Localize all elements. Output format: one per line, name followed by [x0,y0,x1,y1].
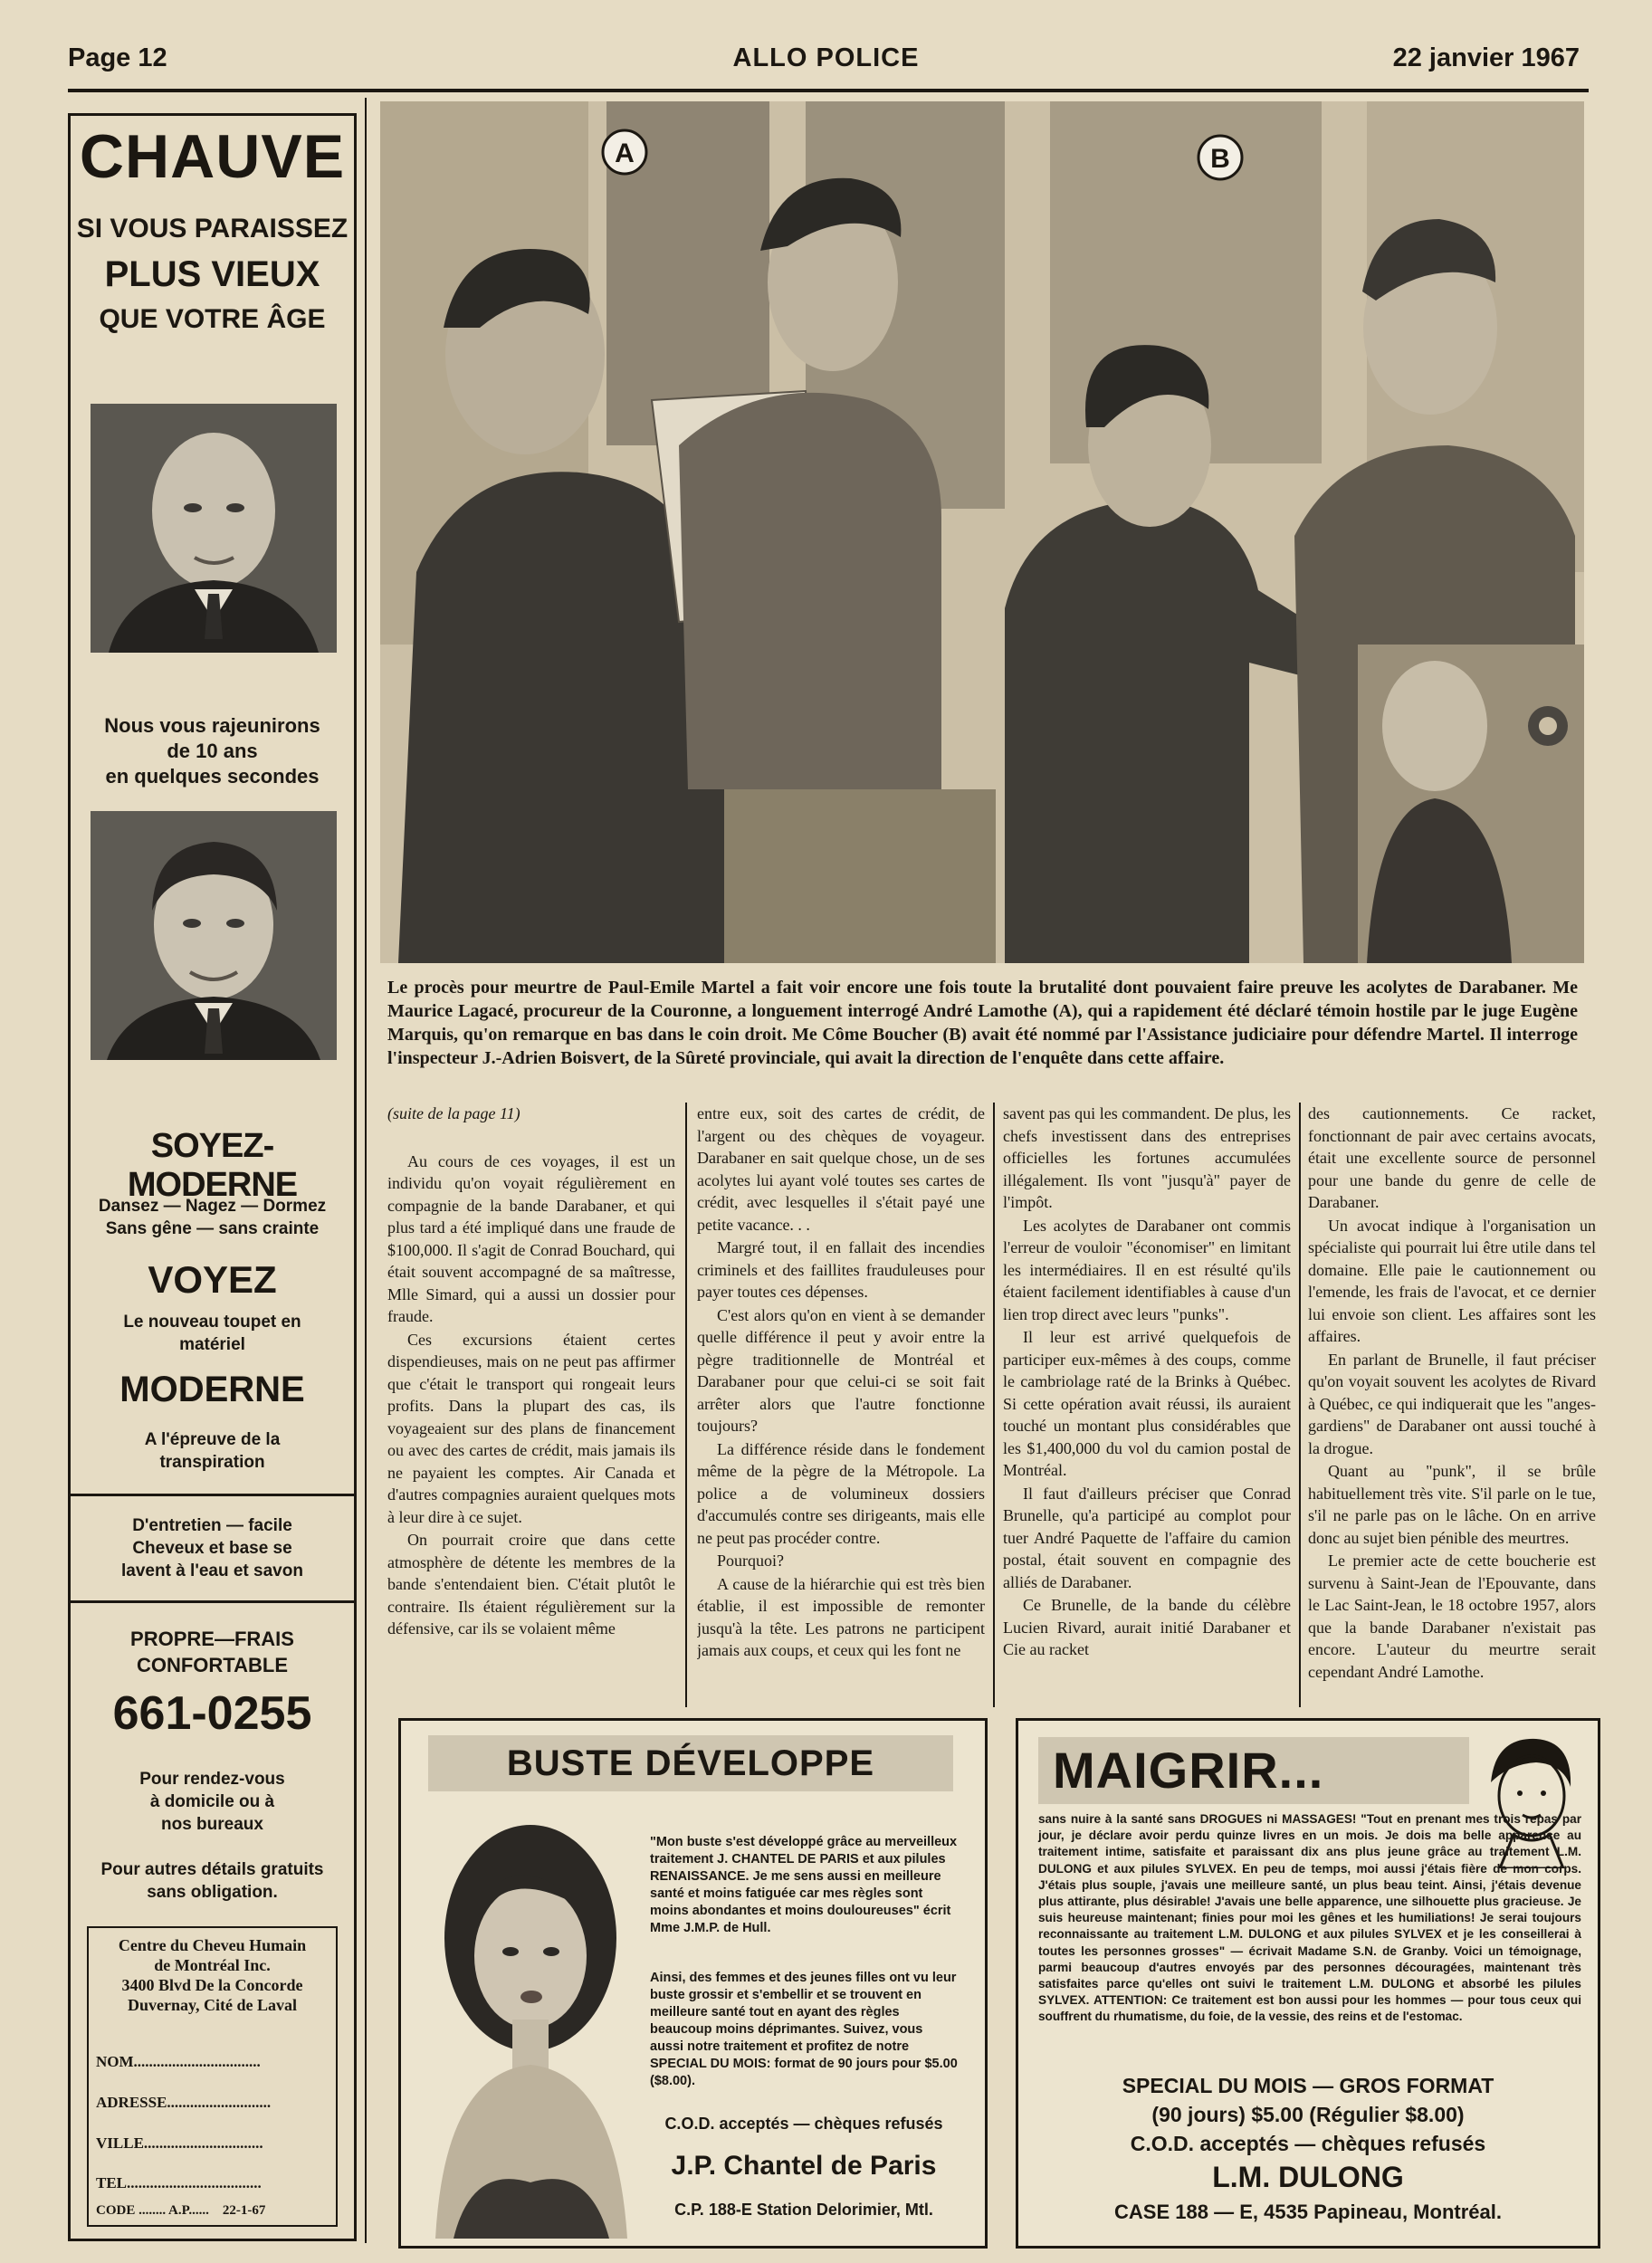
entretien-line-1: D'entretien — facile [132,1516,292,1535]
label-b: B [1210,144,1230,174]
column-rule-main [365,98,367,2243]
form-label-adresse: ADRESSE [96,2094,167,2111]
col2-para-1: entre eux, soit des cartes de crédit, de l'argent ou des chèques de voyageur. Darabaner en sait quelque chose, un de ses acolytes lui ayant volé toutes ses cartes de crédit, avec lesquelles il s'était payé une petite vacance. . . [697,1104,985,1234]
propre-line-2: CONFORTABLE [136,1654,289,1676]
maigrir-title: MAIGRIR... [1038,1737,1469,1804]
rejuvenate-line-1: Nous vous rajeunirons [104,714,320,737]
col2-para-5: Pourquoi? [717,1552,784,1570]
col2-para-2: Margré tout, il en fallait des incendies criminels et des faillites frauduleuses pour payer toutes ces dépenses. [697,1238,985,1301]
form-org-line-3: 3400 Blvd De la Concorde [121,1976,303,1994]
ad-line-1: SI VOUS PARAISSEZ [76,214,349,243]
article-column-4 [1308,1103,1596,1709]
ad-headline: CHAUVE [79,122,346,191]
form-org-line-4: Duvernay, Cité de Laval [128,1996,297,2014]
col1-para-1: Au cours de ces voyages, il est un individu qu'on voyait régulièrement en compagnie de la bande Darabaner, et qui plus tard a été impliqué dans une fraude de $100,000. Il s'agit de Conrad Bouchard, qui était souvent accompagné de sa maîtresse, Mlle Simard, qui a aussi un dossier pour fraude. [387,1151,675,1325]
maigrir-price: (90 jours) $5.00 (Régulier $8.00) [1151,2103,1465,2126]
ad-divider-1 [71,1494,354,1496]
col2-para-3: C'est alors qu'on en vient à se demander quelle différence il peut y avoir entre la pègre traditionnelle de Montréal et Darabaner pour que celui-ci se soit fait arrêter alors que l'autre fonctionne toujours? [697,1305,985,1435]
issue-date: 22 janvier 1967 [1392,43,1580,72]
epreuve-line-1: A l'épreuve de la [144,1430,281,1449]
col4-para-2: Un avocat indique à l'organisation un spécialiste qui pourrait lui être utile dans tel domaine. Elle paie le cautionnement ou l'emende, les frais de l'avocat, et ce dernier lui envoie son client. Les affaires sont les affaires. [1308,1216,1596,1345]
details-line-1: Pour autres détails gratuits [100,1860,324,1879]
entretien-line-3: lavent à l'eau et savon [121,1561,303,1580]
col3-para-2: Les acolytes de Darabaner ont commis l'erreur de vouloir "économiser" en limitant les intermédiaires. Il en est résulté qu'ils étaient facilement identifiables à cause d'un lien trop direct avec leurs "punks". [1003,1216,1291,1323]
buste-brand: J.P. Chantel de Paris [671,2151,937,2181]
form-field-tel[interactable]: TEL................................... [96,2174,262,2191]
illustration-caption: Le procès pour meurtre de Paul-Emile Martel a fait voir encore une fois toute la brutalité dont pouvaient faire preuve les acolytes de Darabaner. Me Maurice Lagacé, procureur de la Couronne, a longuement interrogé André Lamothe (A), qui a rapidement été déclaré témoin hostile par le juge Eugène Marquis, qu'on remarque en bas dans le coin droit. Me Côme Boucher (B) avait été nommé par l'Assistance judiciaire pour défendre Martel. Il interroge l'inspecteur J.-Adrien Boisvert, de la Sûreté provinciale, qui avait la direction de l'enquête dans cette affaire. [387,978,1578,1068]
moderne-text: MODERNE [119,1370,305,1409]
maigrir-special: SPECIAL DU MOIS — GROS FORMAT [1122,2074,1494,2097]
buste-ad [398,1718,988,2249]
photo-bald-man [91,404,337,653]
form-label-code: CODE [96,2203,136,2218]
buste-body: Ainsi, des femmes et des jeunes filles ont vu leur buste grossir et s'embellir et se trouvent en meilleure santé tout en ayant des règles beaucoup moins déprimantes. Suivez, vous aussi notre traitement et profitez de notre SPECIAL DU MOIS: format de 90 jours pour $5.00 ($8.00). [650,1971,958,2088]
masthead: ALLO POLICE [732,43,920,72]
toupet-line-1: Le nouveau toupet en [123,1313,301,1332]
buste-address: C.P. 188-E Station Delorimier, Mtl. [674,2201,933,2219]
ad-line-2: PLUS VIEUX [104,254,320,294]
col4-para-1: des cautionnements. Ce racket, fonctionnant de pair avec certains avocats, était une excellente source de personnel pour une bande du genre de celle de Darabaner. [1308,1104,1596,1211]
col3-para-5: Ce Brunelle, de la bande du célèbre Lucien Rivard, aurait initié Darabaner et Cie au racket [1003,1596,1291,1658]
maigrir-address: CASE 188 — E, 4535 Papineau, Montréal. [1114,2201,1502,2223]
activities-line-1: Dansez — Nagez — Dormez [98,1197,327,1216]
continued-note: (suite de la page 11) [387,1104,520,1122]
rejuvenate-line-2: de 10 ans [167,740,258,762]
toupet-line-2: matériel [179,1335,245,1354]
buste-cod: C.O.D. acceptés — chèques refusés [664,2115,943,2133]
rendezvous-line-2: à domicile ou à [149,1792,275,1811]
form-label-ville: VILLE [96,2134,144,2152]
col2-para-4: La différence réside dans le fondement même de la pègre de la Métropole. La police a de volumineux dossiers d'accumulés contre ses dirigeants, mais elle ne peut pas procéder contre. [697,1439,985,1547]
propre-line-1: PROPRE—FRAIS [130,1628,294,1650]
epreuve-line-2: transpiration [159,1453,265,1472]
col4-para-3: En parlant de Brunelle, il faut préciser qu'on voyait souvent les acolytes de Rivard à Québec, ce qui indiquerait que les "anges-gardiens" de Darabaner ont aussi touché à la drogue. [1308,1350,1596,1457]
rendezvous-line-3: nos bureaux [161,1815,263,1834]
buste-title: BUSTE DÉVELOPPE [428,1735,953,1791]
entretien-line-2: Cheveux et base se [132,1539,292,1558]
maigrir-ad [1016,1718,1600,2249]
photo-man-toupee [91,811,337,1060]
rejuvenate-line-3: en quelques secondes [105,765,320,788]
form-field-ville[interactable]: VILLE............................... [96,2134,263,2152]
coupon-form [87,1926,338,2227]
courtroom-illustration [380,101,1584,963]
form-org-line-2: de Montréal Inc. [154,1956,271,1974]
hair-ad [68,113,357,2241]
form-code-date: 22-1-67 [222,2203,266,2218]
column-rule-1 [685,1103,687,1707]
article-column-1 [387,1103,675,1709]
column-rule-2 [993,1103,995,1707]
rendezvous-line-1: Pour rendez-vous [139,1770,285,1789]
col1-para-2: Ces excursions étaient certes dispendieuses, mais on ne peut pas affirmer que c'était le transport qui rongeait leurs profits. Dans la plupart des cas, ils voyageaient sur des plans de financement ou avec des cartes de crédit, mais jamais ils ne payaient les comptes. Air Canada et d'autres compagnies auraient quelques mots à leur dire à ce sujet. [387,1330,675,1526]
page-number: Page 12 [68,43,167,72]
maigrir-body: sans nuire à la santé sans DROGUES ni MASSAGES! "Tout en prenant mes trois repas par jour, je déclare avoir perdu quinze livres en un mois. Je dois ma belle apparence au traitement intime, satisfaite et paraissant dix ans plus jeune grâce au traitement L.M. DULONG et aux pilules SYLVEX. En peu de temps, moi aussi j'étais fière de mon corps. J'étais plus souple, j'avais une meilleure santé, un plus beau teint. Ainsi, j'étais devenue plus attirante, plus désirable! J'avais une belle apparence, une silhouette plus gracieuse. Je suis heureuse maintenant; finies pour moi les gênes et les humiliations! Je serai toujours reconnaissante au traitement L.M. DULONG et aux pilules SYLVEX et je les conseillerai à toutes les personnes grosses" — écrivait Madame S.N. de Granby. Voici un témoignage, parmi beaucoup d'autres envoyés par des personnes découragées, maintenant très satisfaites parce qu'elles ont suivi le traitement L.M. DULONG et absorbé les pilules SYLVEX. ATTENTION: Ce traitement est bon aussi pour les hommes — pour tous ceux qui souffrent du rhumatisme, du foie, de la vessie, des reins et de l'estomac. [1038,1812,1581,2024]
voyez-text: VOYEZ [148,1258,277,1301]
ad-line-3: QUE VOTRE ÂGE [99,304,326,334]
form-label-nom: NOM [96,2053,134,2070]
article-column-2 [697,1103,985,1709]
col2-para-6: A cause de la hiérarchie qui est très bien établie, il est impossible de remonter jusqu'à la tête. Les patrons ne participent jamais aux coups, et ceux qui les font ne [697,1574,985,1659]
col3-para-3: Il leur est arrivé quelquefois de participer eux-mêmes à des coups, comme le cambriolage raté de la Brinks à Québec. Si cette opération avait réussi, ils auraient touché un montant plus considérables que les $1,400,000 du vol du camion postal de Montréal. [1003,1328,1291,1479]
phone-number: 661-0255 [112,1687,312,1740]
col4-para-4: Quant au "punk", il se brûle habituellement très vite. S'il parle on le tue, s'il ne parle pas on le lâche. On en arrive donc au sujet bien pénible des meurtres. [1308,1462,1596,1547]
details-line-2: sans obligation. [147,1883,278,1902]
maigrir-brand: L.M. DULONG [1212,2161,1404,2193]
form-org-line-1: Centre du Cheveu Humain [118,1936,307,1954]
label-a: A [615,138,635,168]
col3-para-4: Il faut d'ailleurs préciser que Conrad Brunelle, qu'a participé au complot pour tuer André Paquette de l'affaire du camion postal, était souvent en compagnie des alliés de Darabaner. [1003,1484,1291,1591]
activities-line-2: Sans gêne — sans crainte [105,1219,320,1238]
form-field-code[interactable]: CODE ........ A.P...... 22-1-67 [96,2203,266,2218]
column-rule-3 [1299,1103,1301,1707]
form-field-nom[interactable]: NOM................................. [96,2053,261,2070]
article-column-3 [1003,1103,1291,1709]
woman-photo [417,1802,635,2239]
form-field-adresse[interactable]: ADRESSE........................... [96,2094,272,2111]
col3-para-1: savent pas qui les commandent. De plus, les chefs investissent dans des entreprises officielles les fortunes accumulées illégalement. Ils vont "jusqu'à" payer de l'impôt. [1003,1104,1291,1211]
form-label-tel: TEL. [96,2174,131,2191]
brand-soyez-moderne: SOYEZ-MODERNE [127,1127,298,1204]
col1-para-3: On pourrait croire que dans cette atmosphère de détente les membres de la bande s'entendaient bien. C'était plutôt le contraire. Ils étaient régulièrement sur la défensive, car ils se volaient même [387,1531,675,1638]
form-label-ap: A.P. [168,2203,193,2218]
buste-testimonial: "Mon buste s'est développé grâce au merveilleux traitement J. CHANTEL DE PARIS et aux pilules RENAISSANCE. Je me sens aussi en meilleure santé et moins fatiguée car mes règles sont moins abondantes et moins douloureuses" écrit Mme J.M.P. de Hull. [650,1835,958,1935]
col4-para-5: Le premier acte de cette boucherie est survenu à Saint-Jean de l'Epouvante, dans le Lac Saint-Jean, le 18 octobre 1957, alors que la bande Darabaner n'existait pas encore. L'auteur du meurtre serait cependant André Lamothe. [1308,1552,1596,1681]
header-rule [68,89,1589,92]
ad-divider-2 [71,1600,354,1603]
maigrir-cod: C.O.D. acceptés — chèques refusés [1130,2132,1486,2155]
